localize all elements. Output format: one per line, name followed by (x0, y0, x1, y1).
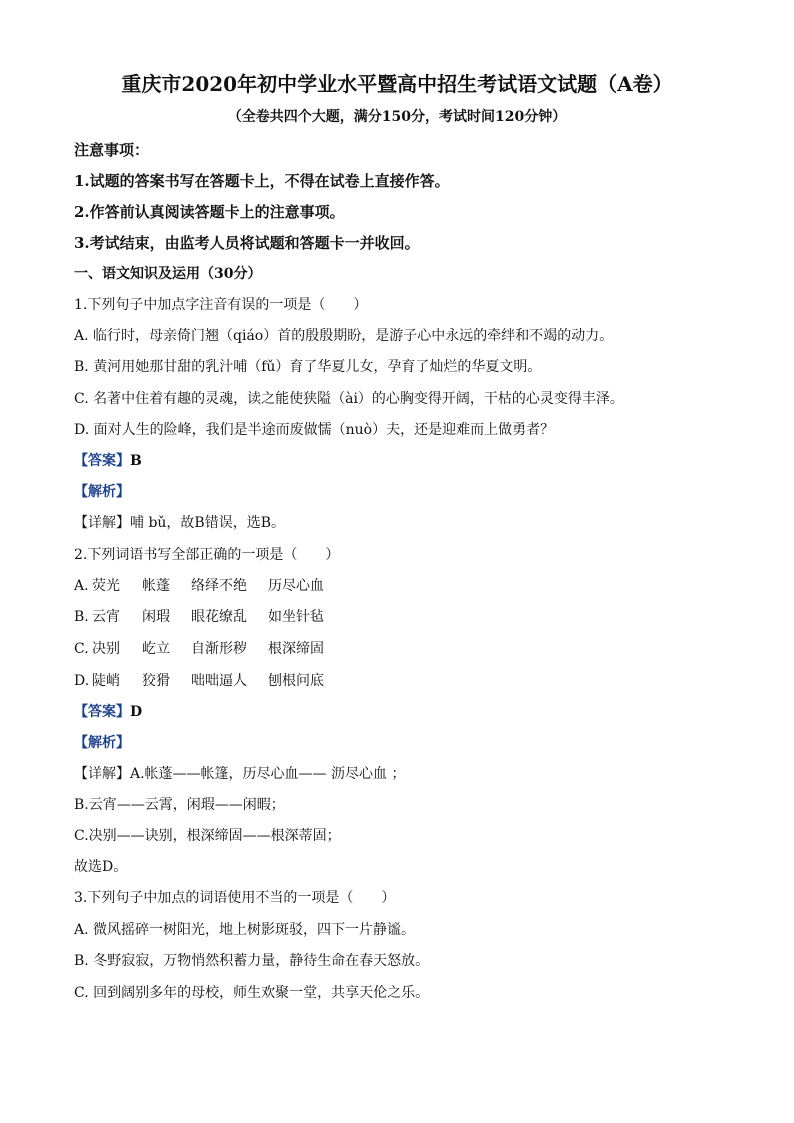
question-option: C. 回到阔别多年的母校，师生欢聚一堂，共享天伦之乐。 (74, 985, 430, 1001)
question-option: C. 名著中住着有趣的灵魂，读之能使狭隘（ài）的心胸变得开阔，干枯的心灵变得丰泽。 (74, 391, 624, 407)
question-stem: 3.下列句子中加点的词语使用不当的一项是（ ） (74, 890, 396, 906)
option-word: 根深缔固 (268, 641, 324, 657)
option-word: 眼花缭乱 (191, 609, 247, 625)
option-word: 陡峭 (92, 673, 120, 689)
page-subtitle: （全卷共四个大题，满分150分，考试时间120分钟） (227, 109, 567, 125)
option-word: 荧光 (92, 578, 120, 594)
notice-heading: 注意事项： (74, 141, 150, 159)
option-word: 历尽心血 (268, 578, 324, 594)
option-letter: C. (74, 641, 89, 657)
question-option: A. 微风摇碎一树阳光，地上树影斑驳，四下一片静谧。 (74, 922, 416, 938)
option-word: 自渐形秽 (191, 641, 247, 657)
answer-value: B (130, 453, 142, 469)
option-word: 刨根问底 (268, 673, 324, 689)
detail-text: A.帐蓬——帐篷，历尽心血—— 沥尽心血 ； (130, 766, 406, 782)
detail-line: 故选D。 (74, 859, 128, 875)
answer-line (74, 702, 142, 722)
detail-tag: 【详解】 (74, 515, 130, 531)
option-word: 屹立 (142, 641, 170, 657)
option-word: 闲瑕 (142, 609, 170, 625)
detail-line (74, 513, 285, 533)
option-word: 如坐针毡 (268, 609, 324, 625)
detail-line: C.决别——诀别，根深缔固——根深蒂固； (74, 828, 341, 844)
answer-tag: 【答案】 (74, 453, 130, 469)
section-heading: 一、语文知识及运用（30分） (74, 266, 262, 282)
option-word: 决别 (92, 641, 120, 657)
option-letter: B. (74, 609, 89, 625)
detail-tag: 【详解】 (74, 766, 130, 782)
analysis-tag: 【解析】 (74, 735, 130, 751)
detail-text: 哺 bǔ，故B错误，选B。 (130, 515, 286, 531)
notice-item: 2.作答前认真阅读答题卡上的注意事项。 (74, 203, 345, 221)
answer-value: D (130, 704, 143, 720)
question-option: A. 临行时，母亲倚门翘（qiáo）首的殷殷期盼，是游子心中永远的牵绊和不竭的动力。 (74, 328, 614, 344)
question-option: D. 面对人生的险峰，我们是半途而废做懦（nuò）夫，还是迎难而上做勇者？ (74, 422, 555, 438)
analysis-tag: 【解析】 (74, 484, 130, 500)
option-word: 咄咄逼人 (191, 673, 247, 689)
option-letter: D. (74, 673, 90, 689)
page-title: 重庆市2020年初中学业水平暨高中招生考试语文试题（A卷） (121, 72, 673, 96)
detail-line: B.云宵——云霄，闲瑕——闲暇； (74, 797, 285, 813)
answer-tag: 【答案】 (74, 704, 130, 720)
answer-line (74, 451, 142, 471)
question-option: B. 冬野寂寂，万物悄然积蓄力量，静待生命在春天怒放。 (74, 953, 430, 969)
option-word: 络绎不绝 (191, 578, 247, 594)
question-stem: 1.下列句子中加点字注音有误的一项是（ ） (74, 297, 368, 313)
analysis-line (74, 482, 130, 502)
option-word: 帐蓬 (142, 578, 170, 594)
option-word: 狡猾 (142, 673, 170, 689)
notice-item: 3.考试结束，由监考人员将试题和答题卡一并收回。 (74, 234, 420, 252)
analysis-line (74, 733, 130, 753)
detail-line (74, 764, 405, 784)
question-stem: 2.下列词语书写全部正确的一项是（ ） (74, 547, 340, 563)
notice-item: 1.试题的答案书写在答题卡上，不得在试卷上直接作答。 (74, 172, 450, 190)
question-option: B. 黄河用她那甘甜的乳汁哺（fǔ）育了华夏儿女，孕育了灿烂的华夏文明。 (74, 359, 542, 375)
option-word: 云宵 (92, 609, 120, 625)
option-letter: A. (74, 578, 89, 594)
